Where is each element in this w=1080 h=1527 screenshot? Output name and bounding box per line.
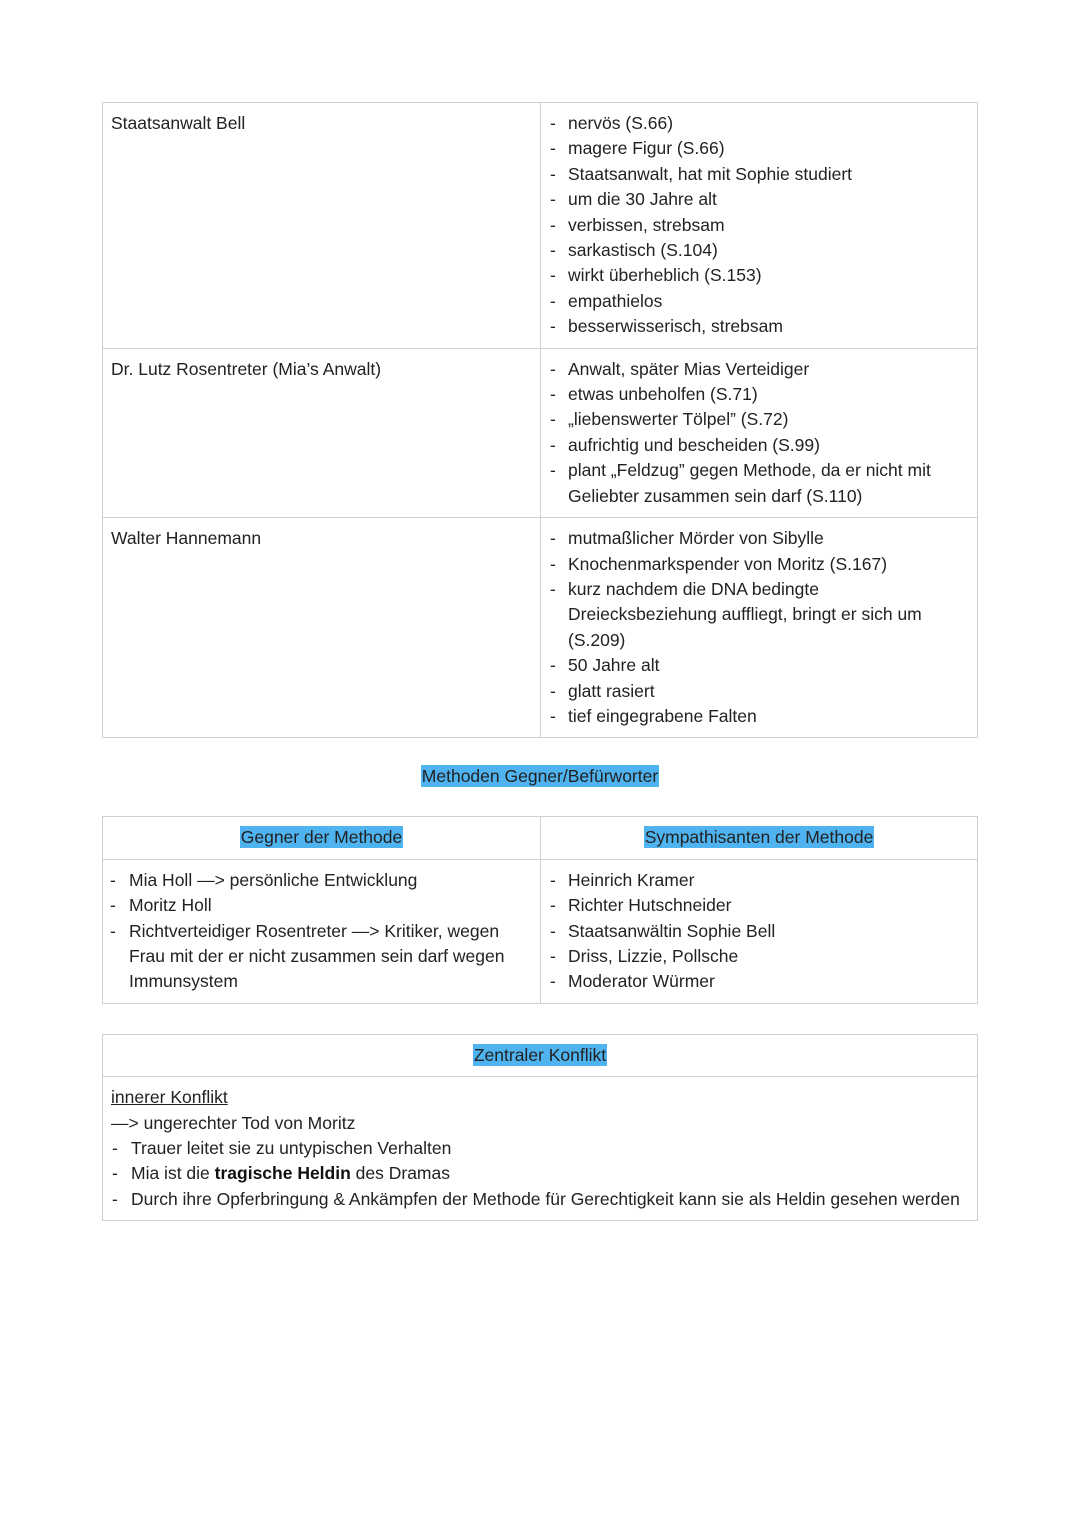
list-item: - Anwalt, später Mias Verteidiger <box>549 357 969 382</box>
list-item <box>111 1161 969 1186</box>
conflict-header-cell <box>103 1034 978 1076</box>
document-page <box>102 102 978 1221</box>
text-run: Mia ist die <box>131 1163 215 1184</box>
list-item: - 50 Jahre alt <box>549 653 969 678</box>
opponents-header: Gegner der Methode <box>240 827 403 848</box>
bold-text: tragische Heldin <box>214 1163 351 1184</box>
table-header-row <box>103 1034 978 1076</box>
trait-list <box>549 357 969 509</box>
list-item: - Richtverteidiger Rosentreter —> Kritiker, wegen Frau mit der er nicht zusammen sein darf wegen Immunsystem <box>109 919 532 995</box>
character-traits <box>541 103 978 349</box>
list-item: - „liebenswerter Tölpel” (S.72) <box>549 407 969 432</box>
conflict-table <box>102 1034 978 1221</box>
list-item: - Mia Holl —> persönliche Entwicklung <box>109 868 532 893</box>
table-row <box>103 518 978 738</box>
list-item: - kurz nachdem die DNA bedingte Dreiecksbeziehung auffliegt, bringt er sich um (S.209) <box>549 577 969 653</box>
methods-section-title <box>102 763 978 789</box>
list-item: - um die 30 Jahre alt <box>549 187 969 212</box>
conflict-subheading: innerer Konflikt <box>111 1087 228 1108</box>
sympathizers-header-cell <box>541 817 978 859</box>
list-item: - Trauer leitet sie zu untypischen Verhalten <box>111 1136 969 1161</box>
list-item: - tief eingegrabene Falten <box>549 704 969 729</box>
sympathizers-cell <box>541 859 978 1003</box>
list-item: - magere Figur (S.66) <box>549 136 969 161</box>
opponents-header-cell <box>103 817 541 859</box>
list-item: - aufrichtig und bescheiden (S.99) <box>549 433 969 458</box>
list-item: - mutmaßlicher Mörder von Sibylle <box>549 526 969 551</box>
trait-list <box>549 526 969 729</box>
conflict-body <box>103 1077 978 1221</box>
list-item: - Staatsanwältin Sophie Bell <box>549 919 969 944</box>
opponents-cell <box>103 859 541 1003</box>
list-item: - nervös (S.66) <box>549 111 969 136</box>
list-item: - glatt rasiert <box>549 679 969 704</box>
character-traits <box>541 518 978 738</box>
sympathizers-header: Sympathisanten der Methode <box>644 827 874 848</box>
list-item: - wirkt überheblich (S.153) <box>549 263 969 288</box>
conflict-arrow-line: —> ungerechter Tod von Moritz <box>111 1112 356 1133</box>
sympathizers-list <box>549 868 969 995</box>
character-traits <box>541 348 978 517</box>
list-item: - Richter Hutschneider <box>549 893 969 918</box>
character-name: Staatsanwalt Bell <box>103 103 541 349</box>
conflict-header: Zentraler Konflikt <box>473 1044 607 1065</box>
list-item: - verbissen, strebsam <box>549 213 969 238</box>
character-name: Walter Hannemann <box>103 518 541 738</box>
table-row <box>103 103 978 349</box>
table-row <box>103 859 978 1003</box>
list-item: - Moritz Holl <box>109 893 532 918</box>
highlighted-heading: Methoden Gegner/Befürworter <box>421 766 659 787</box>
list-item: - empathielos <box>549 289 969 314</box>
text-run: des Dramas <box>350 1163 450 1184</box>
table-row <box>103 1077 978 1221</box>
list-item: - Knochenmarkspender von Moritz (S.167) <box>549 552 969 577</box>
methods-table <box>102 816 978 1003</box>
list-item: - Staatsanwalt, hat mit Sophie studiert <box>549 162 969 187</box>
list-item: - Driss, Lizzie, Pollsche <box>549 944 969 969</box>
trait-list <box>549 111 969 340</box>
list-item: - Moderator Würmer <box>549 969 969 994</box>
table-header-row <box>103 817 978 859</box>
list-item: - etwas unbeholfen (S.71) <box>549 382 969 407</box>
list-item: - besserwisserisch, strebsam <box>549 314 969 339</box>
list-item: - Durch ihre Opferbringung & Ankämpfen der Methode für Gerechtigkeit kann sie als Heldin gesehen werden <box>111 1187 969 1212</box>
conflict-list <box>111 1136 969 1212</box>
list-item: - plant „Feldzug” gegen Methode, da er nicht mit Geliebter zusammen sein darf (S.110) <box>549 458 969 509</box>
opponents-list <box>109 868 532 995</box>
character-name: Dr. Lutz Rosentreter (Mia’s Anwalt) <box>103 348 541 517</box>
list-item: - Heinrich Kramer <box>549 868 969 893</box>
table-row <box>103 348 978 517</box>
list-item: - sarkastisch (S.104) <box>549 238 969 263</box>
character-table <box>102 102 978 738</box>
